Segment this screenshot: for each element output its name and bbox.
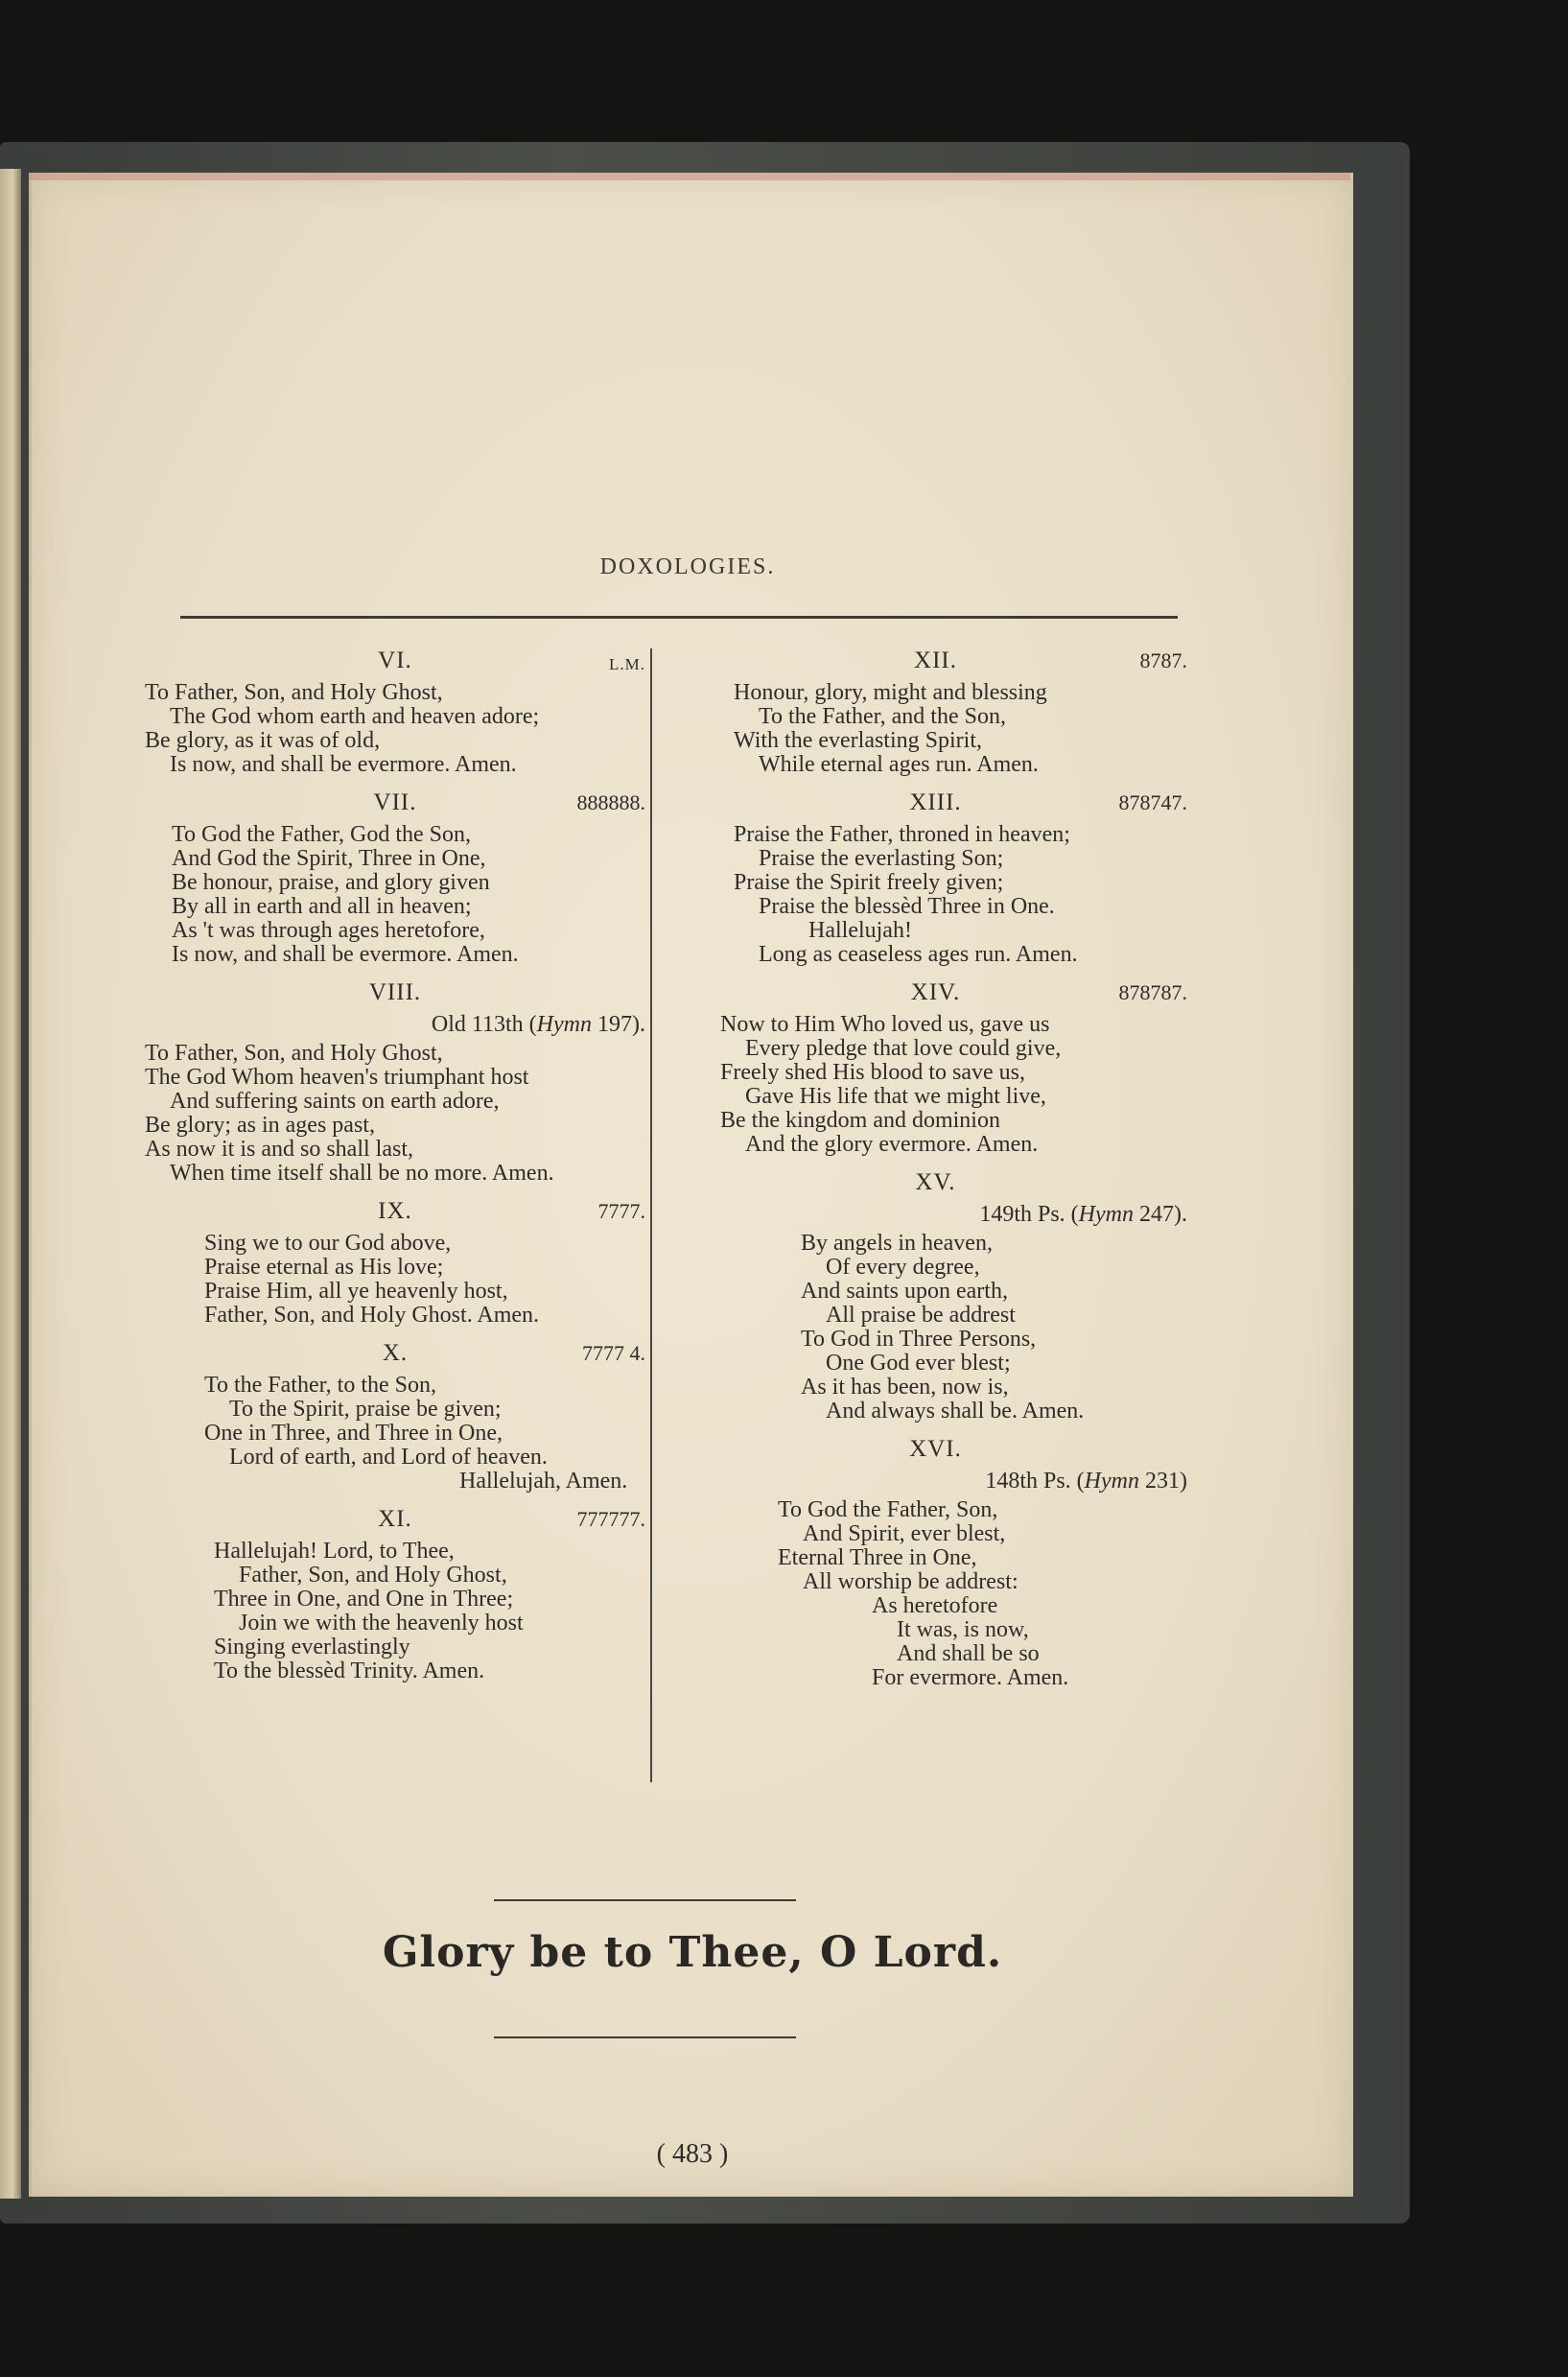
stanza-meter: 777777. [576,1507,645,1531]
verse-line: When time itself shall be no more. Amen. [170,1161,554,1186]
page-header: DOXOLOGIES. [599,554,776,579]
verse-line: All worship be addrest: [803,1569,1018,1594]
verse-line: And shall be so [897,1641,1040,1666]
doxology-stanza [684,790,1187,967]
stanza-meter: 7777 4. [582,1341,645,1365]
stanza-meter: 888888. [576,790,645,814]
verse-line: Join we with the heavenly host [239,1611,524,1636]
tune-hymn-label: Hymn [1084,1469,1139,1494]
stanza-number: X. [382,1340,409,1366]
stanza-heading [145,1199,645,1232]
stanza-number: XVI. [909,1436,962,1462]
closing-doxology: Glory be to Thee, O Lord. [382,1928,1003,1977]
verse-line: To the Spirit, praise be given; [229,1397,502,1422]
column-divider [650,648,652,1782]
verse-line: To the blessèd Trinity. Amen. [214,1659,485,1683]
verse-line: Singing everlastingly [214,1635,410,1659]
stanza-number: VI. [378,647,412,673]
verse-line: As now it is and so shall last, [145,1137,413,1162]
stanza-meter: 878747. [1118,790,1187,814]
verse-line: And the glory evermore. Amen. [745,1132,1039,1157]
doxology-stanza [145,1507,645,1683]
verse-line: Praise the blessèd Three in One. [759,894,1055,919]
stanza-heading [684,1170,1187,1203]
stanza-heading [684,648,1187,681]
stanza-meter: 878787. [1118,980,1187,1004]
verse-line: To the Father, to the Son, [204,1373,436,1398]
closing-rule-bottom [494,2036,796,2038]
book-page [29,173,1353,2197]
header-rule [180,616,1178,619]
verse-line: Praise eternal as His love; [204,1255,444,1280]
verse-line: All praise be addrest [826,1303,1016,1328]
stanza-number: VIII. [368,979,422,1005]
verse-line: With the everlasting Spirit, [734,728,982,753]
doxology-stanza [145,648,645,777]
verse-line: The God whom earth and heaven adore; [170,704,540,729]
verse-line: For evermore. Amen. [872,1665,1069,1690]
tune-hymn-number: 197). [592,1012,645,1037]
verse-line: Be honour, praise, and glory given [172,870,490,895]
verse-line: By angels in heaven, [801,1231,993,1256]
page-number: ( 483 ) [656,2139,729,2169]
facing-page-edge [0,169,21,2199]
stanza-heading [145,1341,645,1374]
verse-line: Hallelujah! Lord, to Thee, [214,1539,455,1564]
verse-line: Long as ceaseless ages run. Amen. [759,942,1078,967]
stanza-heading [684,980,1187,1013]
doxology-stanza [684,1170,1187,1424]
stanza-number: XII. [914,647,957,673]
verse-line: One God ever blest; [826,1351,1011,1376]
stanza-heading [145,790,645,823]
verse-line: Be the kingdom and dominion [720,1108,1000,1133]
tune-name: 148th Ps. ( [985,1469,1085,1494]
stanza-number: XIV. [910,979,961,1005]
stanza-number: XV. [915,1169,956,1195]
verse-line: Eternal Three in One, [778,1545,977,1570]
tune-hymn-number: 247). [1134,1202,1187,1227]
verse-line: Freely shed His blood to save us, [720,1060,1025,1085]
verse-line: To God the Father, God the Son, [172,822,471,847]
verse-line: And Spirit, ever blest, [803,1521,1006,1546]
tune-name: 149th Ps. ( [979,1202,1079,1227]
stanza-number: XIII. [909,789,962,815]
verse-line: To Father, Son, and Holy Ghost, [145,680,443,705]
tune-hymn-label: Hymn [536,1012,592,1037]
tune-hymn-number: 231) [1139,1469,1187,1494]
verse-line: By all in earth and all in heaven; [172,894,472,919]
tune-reference [145,1013,645,1042]
verse-line: Praise the Spirit freely given; [734,870,1004,895]
verse-line: Praise the everlasting Son; [759,846,1004,871]
verse-line: Three in One, and One in Three; [214,1587,514,1612]
doxology-stanza [684,980,1187,1157]
doxology-stanza [145,1341,645,1494]
verse-line: While eternal ages run. Amen. [759,752,1039,777]
stanza-heading [145,980,645,1013]
verse-line: Be glory; as in ages past, [145,1113,375,1138]
tune-hymn-label: Hymn [1078,1202,1134,1227]
stanza-meter: 7777. [597,1199,645,1223]
verse-line: One in Three, and Three in One, [204,1421,503,1446]
doxology-stanza [684,1437,1187,1690]
verse-line: Is now, and shall be evermore. Amen. [172,942,519,967]
verse-line: Be glory, as it was of old, [145,728,381,753]
verse-line: To God in Three Persons, [801,1327,1037,1352]
verse-line: Gave His life that we might live, [745,1084,1046,1109]
doxology-stanza [145,1199,645,1328]
doxology-stanza [145,980,645,1186]
doxology-stanza [145,790,645,967]
stanza-number: VII. [373,789,417,815]
verse-line: Every pledge that love could give, [745,1036,1062,1061]
page-top-edge [29,173,1350,180]
verse-line: As 't was through ages heretofore, [172,918,485,943]
stanza-meter: L.M. [609,655,645,673]
verse-line: Sing we to our God above, [204,1231,452,1256]
verse-line: To the Father, and the Son, [759,704,1006,729]
verse-line: Praise the Father, throned in heaven; [734,822,1070,847]
verse-line: Honour, glory, might and blessing [734,680,1047,705]
verse-line: The God Whom heaven's triumphant host [145,1065,529,1090]
stanza-heading [684,1437,1187,1470]
verse-line: Praise Him, all ye heavenly host, [204,1279,508,1304]
tune-reference [684,1470,1187,1498]
verse-line: And God the Spirit, Three in One, [172,846,486,871]
verse-line: Lord of earth, and Lord of heaven. [229,1445,548,1470]
verse-line: Hallelujah, Amen. [459,1469,628,1494]
verse-line: Father, Son, and Holy Ghost. Amen. [204,1303,540,1328]
verse-line: And suffering saints on earth adore, [170,1089,500,1114]
verse-line: Now to Him Who loved us, gave us [720,1012,1050,1037]
doxology-stanza [684,648,1187,777]
verse-line: Is now, and shall be evermore. Amen. [170,752,517,777]
verse-line: Father, Son, and Holy Ghost, [239,1563,507,1588]
stanza-heading [145,648,645,681]
verse-line: To God the Father, Son, [778,1497,998,1522]
stanza-meter: 8787. [1139,648,1187,672]
stanza-heading [684,790,1187,823]
verse-line: As it has been, now is, [801,1375,1009,1400]
verse-line: Of every degree, [826,1255,980,1280]
stanza-heading [145,1507,645,1540]
left-column [145,648,645,1697]
closing-rule-top [494,1899,796,1901]
verse-line: To Father, Son, and Holy Ghost, [145,1041,443,1066]
verse-line: And saints upon earth, [801,1279,1008,1304]
right-column [684,648,1187,1704]
stanza-number: IX. [378,1198,412,1224]
stanza-number: XI. [378,1506,412,1532]
verse-line: And always shall be. Amen. [826,1399,1085,1424]
verse-line: As heretofore [872,1593,998,1618]
tune-name: Old 113th ( [431,1012,537,1037]
verse-line: It was, is now, [897,1617,1029,1642]
verse-line: Hallelujah! [808,918,912,943]
tune-reference [684,1203,1187,1232]
